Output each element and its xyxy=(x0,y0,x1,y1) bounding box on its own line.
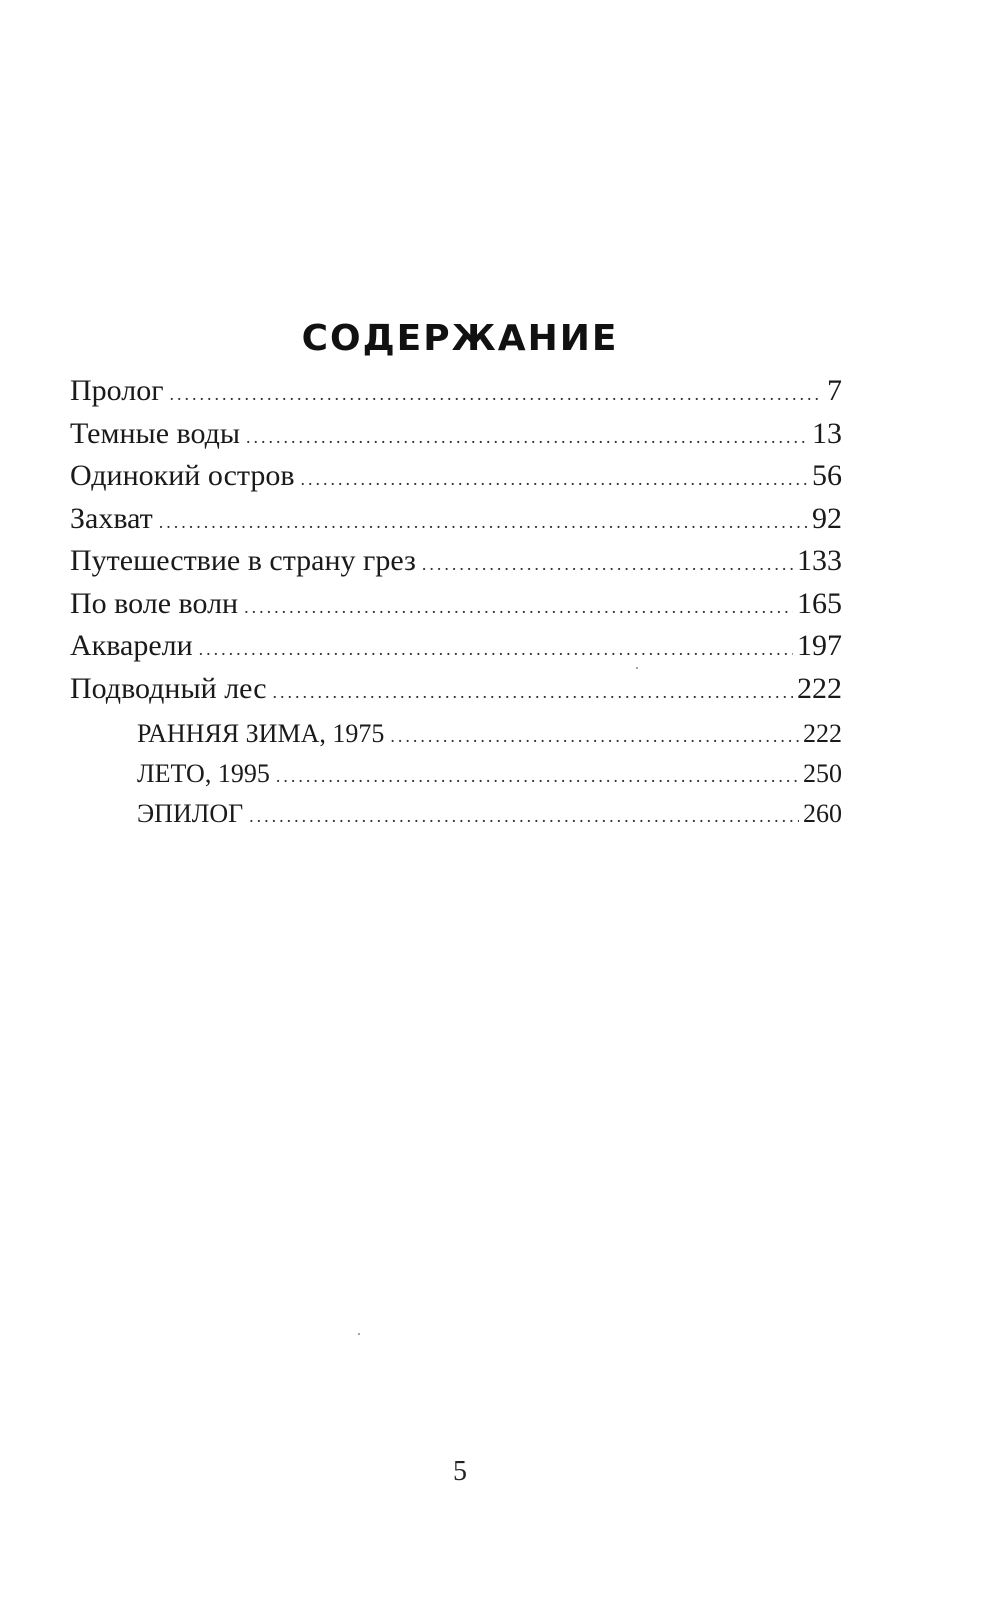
toc-leader-dots xyxy=(422,543,793,585)
toc-leader-dots xyxy=(159,501,808,543)
toc-entry-label: Захват xyxy=(70,501,153,535)
toc-leader-dots xyxy=(301,458,808,500)
toc-leader-dots xyxy=(276,756,799,796)
toc-entry xyxy=(70,625,842,668)
toc-leader-dots xyxy=(170,373,823,415)
toc-entry xyxy=(70,455,842,498)
toc-leader-dots xyxy=(390,716,799,756)
paper-speck xyxy=(358,1333,360,1335)
toc-entry-page: 133 xyxy=(797,544,842,577)
toc-entry xyxy=(70,498,842,541)
toc-leader-dots xyxy=(244,586,793,628)
toc-subentry-label: ЭПИЛОГ xyxy=(137,799,244,828)
toc-subentry xyxy=(70,754,842,794)
toc-entry-label: Пролог xyxy=(70,374,164,407)
toc-leader-dots xyxy=(249,796,799,836)
toc-leader-dots xyxy=(273,671,793,713)
toc-entry-page: 197 xyxy=(797,629,842,662)
toc-leader-dots xyxy=(199,628,793,670)
toc-entry-label: Акварели xyxy=(70,629,193,662)
toc-subentry-label: РАННЯЯ ЗИМА, 1975 xyxy=(137,719,385,748)
toc-entry xyxy=(70,413,842,456)
toc-subentry-page: 250 xyxy=(803,759,842,788)
toc-entry xyxy=(70,370,842,413)
toc-subentry-page: 260 xyxy=(803,799,842,828)
toc-subentry-page: 222 xyxy=(803,719,842,748)
toc-entry-label: Путешествие в страну грез xyxy=(70,544,416,577)
toc-entry-page: 92 xyxy=(812,501,842,535)
toc-entry-label: Одинокий остров xyxy=(70,459,295,492)
toc-entry xyxy=(70,583,842,626)
toc-subentry-label: ЛЕТО, 1995 xyxy=(137,759,270,788)
toc-entry-page: 165 xyxy=(797,586,842,620)
toc-subentry xyxy=(70,794,842,834)
toc-entry-page: 222 xyxy=(797,671,842,705)
toc-entry-label: Подводный лес xyxy=(70,671,267,705)
toc-subentry xyxy=(70,714,842,754)
toc-title: СОДЕРЖАНИЕ xyxy=(301,318,619,359)
toc-entry-page: 13 xyxy=(812,416,842,450)
toc-entry xyxy=(70,668,842,711)
toc-leader-dots xyxy=(246,416,808,458)
page-number: 5 xyxy=(453,1456,467,1487)
toc-entry-label: По воле волн xyxy=(70,586,239,620)
toc-entry-page: 7 xyxy=(827,374,842,407)
toc-entry-label: Темные воды xyxy=(70,416,241,450)
toc-list xyxy=(70,370,842,834)
toc-entry-page: 56 xyxy=(812,459,842,492)
toc-entry xyxy=(70,540,842,583)
paper-speck xyxy=(636,667,638,669)
